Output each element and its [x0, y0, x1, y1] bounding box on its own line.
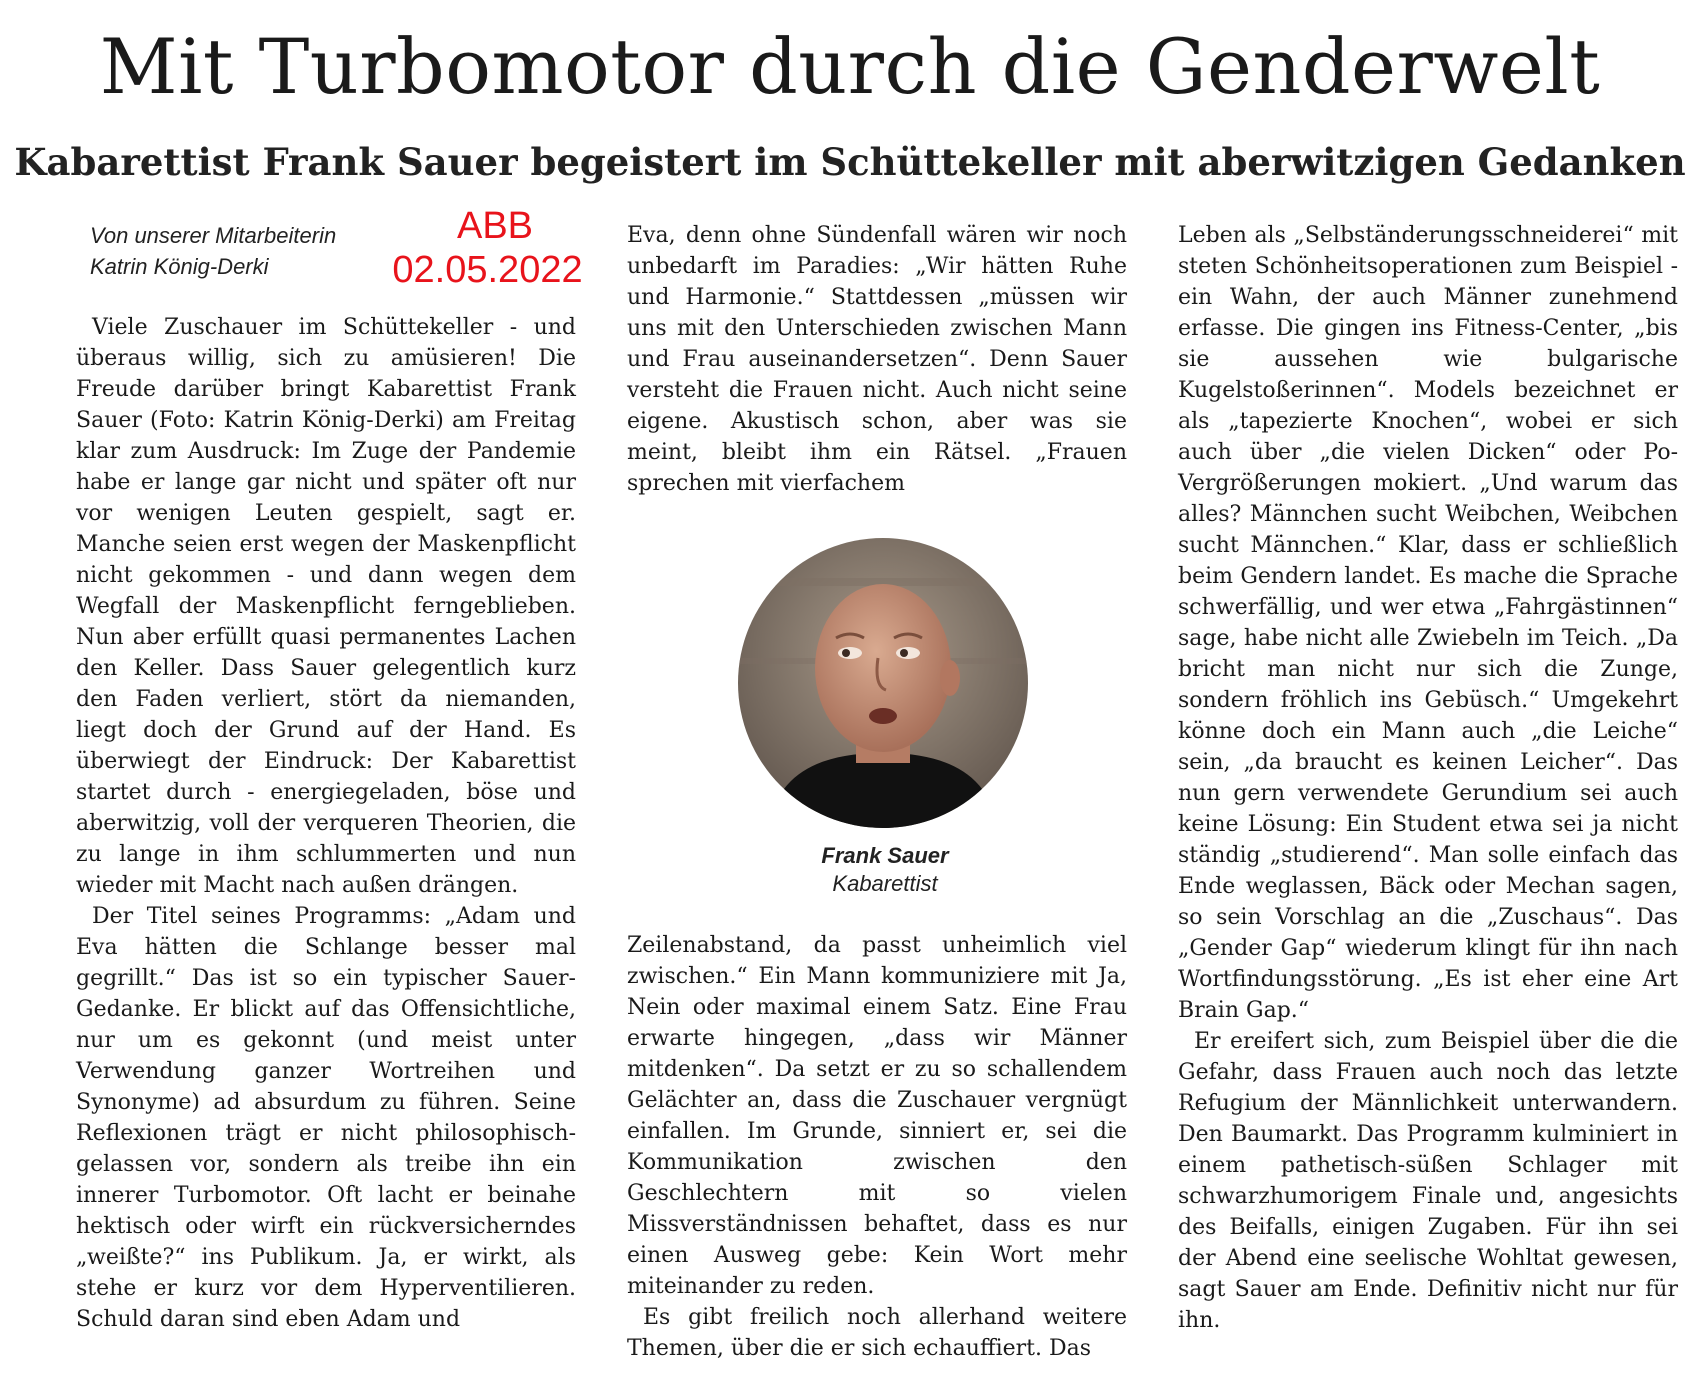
subheadline: Kabarettist Frank Sauer begeistert im Schüttekeller mit aberwitzigen Gedanken — [14, 140, 1686, 184]
portrait-image — [738, 538, 1028, 828]
col3-paragraph-1: Leben als „Selbständerungsschneiderei“ mit steten Schönheitsoperationen zum Beispiel - ein Wahn, der auch Männer zunehmend erfasse. Die gingen ins Fitness-Center, „bis sie aussehen wie bulgarische Kugelstoßerinnen“. Models bezeichnet er als „tapezierte Knochen“, wobei er sich auch über „die vielen Dicken“ oder Po-Vergrößerungen mokiert. „Und warum das alles? Männchen sucht Weibchen, Weibchen sucht Männchen.“ Klar, dass er schließlich beim Gendern landet. Es mache die Sprache schwerfällig, und wer etwa „Fahrgästinnen“ sage, habe nicht alle Zwiebeln im Teich. „Da bricht man nicht nur sich die Zunge, sondern fröhlich ins Gebüsch.“ Umgekehrt könne doch ein Mann auch „die Leiche“ sein, „da braucht es keinen Leicher“. Das nun gern verwendete Gerundium sei auch keine Lösung: Ein Student etwa sei ja nicht ständig „studierend“. Man solle einfach das Ende weglassen, Bäck oder Mechan sagen, so sein Vorschlag an die „Zuschaus“. Das „Gender Gap“ wiederum klingt für ihn nach Wortfindungsstörung. „Es ist eher eine Art Brain Gap.“ — [1178, 223, 1678, 1023]
col3-paragraph-2: Er ereifert sich, zum Beispiel über die die Gefahr, dass Frauen auch noch das letzte Refugium der Männlichkeit unterwandern. Den Baumarkt. Das Programm kulminiert in einem pathetisch-süßen Schlager mit schwarzhumorigem Finale und, angesichts des Beifalls, einigen Zugaben. Für ihn sei der Abend eine seelische Wohltat gewesen, sagt Sauer am Ende. Definitiv nicht nur für ihn. — [1178, 1029, 1678, 1333]
article-column-1 — [76, 312, 576, 1335]
byline — [90, 220, 336, 282]
article-column-3 — [1178, 220, 1678, 1336]
article-column-2-bottom — [627, 930, 1127, 1364]
article-column-2-top — [627, 220, 1127, 499]
photo-caption — [740, 842, 1030, 898]
portrait-photo — [738, 538, 1028, 828]
byline-line1: Von unserer Mitarbeiterin — [90, 223, 337, 248]
caption-name: Frank Sauer — [821, 843, 949, 868]
archive-stamp — [380, 205, 600, 293]
stamp-date: 02.05.2022 — [392, 249, 583, 291]
col1-paragraph-2: Der Titel seines Programms: „Adam und Eva hätten die Schlange besser mal gegrillt.“ Das ist so ein typischer Sauer-Gedanke. Er blickt auf das Offensichtliche, nur um es gekonnt (und meist unter Verwendung ganzer Wortreihen und Synonyme) ad absurdum zu führen. Seine Reflexionen trägt er nicht philosophisch-gelassen vor, sondern als treibe ihn ein innerer Turbomotor. Oft lacht er beinahe hektisch oder wirft ein rückversicherndes „weißte?“ ins Publikum. Ja, er wirkt, als stehe er kurz vor dem Hyperventilieren. Schuld daran sind eben Adam und — [76, 904, 576, 1332]
col1-paragraph-1: Viele Zuschauer im Schüttekeller - und überaus willig, sich zu amüsieren! Die Freude darüber bringt Kabarettist Frank Sauer (Foto: Katrin König-Derki) am Freitag klar zum Ausdruck: Im Zuge der Pandemie habe er lange gar nicht und später oft nur vor wenigen Leuten gespielt, sagt er. Manche seien erst wegen der Maskenpflicht nicht gekommen - und dann wegen dem Wegfall der Maskenpflicht ferngeblieben. Nun aber erfüllt quasi permanentes Lachen den Keller. Dass Sauer gelegentlich kurz den Faden verliert, stört da niemanden, liegt doch der Grund auf der Hand. Es überwiegt der Eindruck: Der Kabarettist startet durch - energiegeladen, böse und aberwitzig, voll der verqueren Theorien, die zu lange in ihm schlummerten und nun wieder mit Macht nach außen drängen. — [76, 315, 576, 898]
caption-role: Kabarettist — [832, 871, 938, 896]
col2-paragraph-2: Es gibt freilich noch allerhand weitere Themen, über die er sich echauffiert. Das — [627, 1305, 1127, 1361]
col2-paragraph-top: Eva, denn ohne Sündenfall wären wir noch unbedarft im Paradies: „Wir hätten Ruhe und Harmonie.“ Stattdessen „müssen wir uns mit den Unterschieden zwischen Mann und Frau auseinandersetzen“. Denn Sauer versteht die Frauen nicht. Auch nicht seine eigene. Akustisch schon, aber was sie meint, bleibt ihm ein Rätsel. „Frauen sprechen mit vierfachem — [627, 223, 1127, 496]
headline: Mit Turbomotor durch die Genderwelt — [99, 22, 1601, 111]
stamp-abbr: ABB — [456, 205, 534, 247]
col2-paragraph-1: Zeilenabstand, da passt unheimlich viel zwischen.“ Ein Mann kommuniziere mit Ja, Nein oder maximal einem Satz. Eine Frau erwarte hingegen, „dass wir Männer mitdenken“. Da setzt er zu so schallendem Gelächter an, dass die Zuschauer vergnügt einfallen. Im Grunde, sinniert er, sei die Kommunikation zwischen den Geschlechtern mit so vielen Missverständnissen behaftet, dass es nur einen Ausweg gebe: Kein Wort mehr miteinander zu reden. — [627, 933, 1127, 1299]
byline-author: Katrin König-Derki — [90, 254, 269, 279]
